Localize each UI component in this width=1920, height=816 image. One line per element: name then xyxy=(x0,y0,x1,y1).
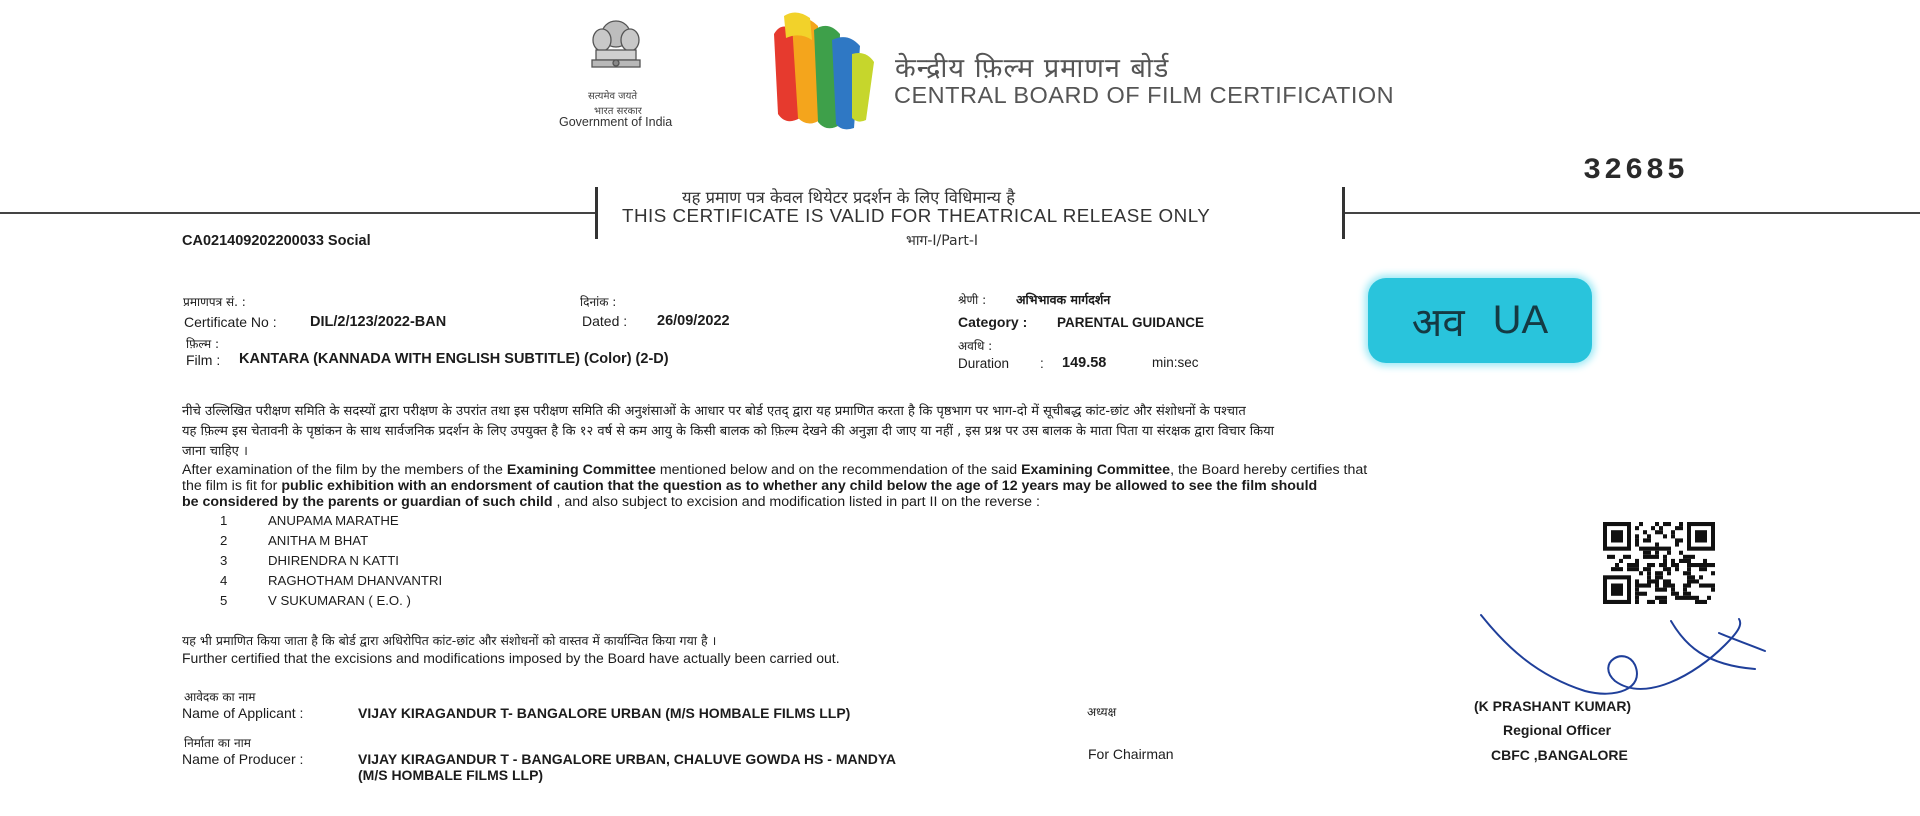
member-name: DHIRENDRA N KATTI xyxy=(268,553,399,568)
producer-name-line1: VIJAY KIRAGANDUR T - BANGALORE URBAN, CHALUVE GOWDA HS - MANDYA xyxy=(358,751,896,767)
en-text: the film is fit for xyxy=(182,478,282,494)
date-label: Dated : xyxy=(582,313,628,329)
signatory-title: Regional Officer xyxy=(1503,722,1612,738)
category-label-hindi: श्रेणी : xyxy=(958,293,987,307)
qr-code xyxy=(1603,522,1715,609)
film-title: KANTARA (KANNADA WITH ENGLISH SUBTITLE) (Color) (2-D) xyxy=(239,351,669,367)
date-label-hindi: दिनांक : xyxy=(580,295,617,309)
category-value: PARENTAL GUIDANCE xyxy=(1057,315,1205,330)
cert-number: DIL/2/123/2022-BAN xyxy=(310,314,447,330)
duration-colon: : xyxy=(1040,356,1044,371)
hindi-paragraph xyxy=(182,402,1690,462)
applicant-name: VIJAY KIRAGANDUR T- BANGALORE URBAN (M/S HOMBALE FILMS LLP) xyxy=(358,705,851,721)
member-name: ANUPAMA MARATHE xyxy=(268,513,399,528)
producer-name-line2: (M/S HOMBALE FILMS LLP) xyxy=(358,767,544,783)
bracket-left xyxy=(595,187,598,239)
hindi-line-2: यह फ़िल्म इस चेतावनी के पृष्ठांकन के साथ सार्वजनिक प्रदर्शन के लिए उपयुक्त है कि १२ वर्ष से कम आयु के किसी बालक को फ़िल्म देखने की अनुज्ञा दी जाए या नहीं , इस प्रश्न पर उस बालक के माता पिता या संरक्षक द्वारा विचार किया xyxy=(182,424,1275,439)
member-number: 2 xyxy=(220,533,228,548)
divider-left xyxy=(0,212,595,214)
cert-number-label-hindi: प्रमाणपत्र सं. : xyxy=(183,295,246,309)
signatory-office: CBFC ,BANGALORE xyxy=(1491,747,1628,763)
duration-value: 149.58 xyxy=(1062,355,1107,371)
chair-english: For Chairman xyxy=(1088,746,1174,762)
chair-hindi: अध्यक्ष xyxy=(1087,705,1117,719)
cbfc-logo xyxy=(770,10,878,135)
member-name: RAGHOTHAM DHANVANTRI xyxy=(268,573,443,588)
lion-capital-icon xyxy=(580,12,652,88)
english-paragraph xyxy=(182,462,1690,510)
emblem-motto: सत्यमेव जयते xyxy=(588,91,638,102)
en-text: After examination of the film by the members of the xyxy=(182,462,507,478)
list-item xyxy=(220,593,442,613)
applicant-label: Name of Applicant : xyxy=(182,705,304,721)
en-text: mentioned below and on the recommendation of the said xyxy=(655,462,1022,478)
category-label: Category : xyxy=(958,314,1028,330)
category-value-hindi: अभिभावक मार्गदर्शन xyxy=(1016,292,1111,307)
validity-english: THIS CERTIFICATE IS VALID FOR THEATRICAL RELEASE ONLY xyxy=(622,205,1211,226)
member-name: V SUKUMARAN ( E.O. ) xyxy=(268,593,411,608)
signatory-name: (K PRASHANT KUMAR) xyxy=(1474,698,1632,714)
board-title-hindi: केन्द्रीय फ़िल्म प्रमाणन बोर्ड xyxy=(895,53,1170,84)
gov-english: Government of India xyxy=(559,115,673,129)
rating-badge xyxy=(1368,278,1592,363)
rating-english: UA xyxy=(1492,298,1549,342)
bracket-right xyxy=(1342,187,1345,239)
producer-label-hindi: निर्माता का नाम xyxy=(184,736,251,750)
list-item xyxy=(220,573,442,593)
member-name: ANITHA M BHAT xyxy=(268,533,369,548)
member-number: 4 xyxy=(220,573,228,588)
serial-number: 32685 xyxy=(1583,154,1689,188)
en-bold: be considered by the parents or guardian of such child xyxy=(182,494,553,510)
qr-code-icon xyxy=(1603,522,1715,604)
en-bold: Examining Committee xyxy=(1021,462,1171,478)
part-label: भाग-I/Part-I xyxy=(906,233,979,249)
cert-date: 26/09/2022 xyxy=(657,313,730,329)
cert-number-label: Certificate No : xyxy=(184,314,277,330)
duration-label-hindi: अवधि : xyxy=(958,339,993,353)
signature xyxy=(1475,605,1771,710)
reference-code: CA021409202200033 Social xyxy=(182,233,371,249)
member-number: 5 xyxy=(220,593,228,608)
validity-hindi: यह प्रमाण पत्र केवल थियेटर प्रदर्शन के लिए विधिमान्य है xyxy=(682,188,1015,207)
further-hindi: यह भी प्रमाणित किया जाता है कि बोर्ड द्वारा अधिरोपित कांट-छांट और संशोधनों को वास्तव में कार्यान्वित किया गया है । xyxy=(182,633,717,648)
duration-unit: min:sec xyxy=(1152,355,1199,370)
member-number: 3 xyxy=(220,553,228,568)
list-item xyxy=(220,513,442,533)
gov-hindi: भारत सरकार xyxy=(594,106,642,117)
en-bold: public exhibition with an endorsment of caution that the question as to whether any child below the age of 12 years may be allowed to see the film should xyxy=(281,478,1318,494)
further-english: Further certified that the excisions and modifications imposed by the Board have actually been carried out. xyxy=(182,650,840,666)
cbfc-logo-icon xyxy=(770,10,878,130)
film-label-hindi: फ़िल्म : xyxy=(186,337,220,351)
hindi-line-3: जाना चाहिए । xyxy=(182,444,248,459)
en-text: , the Board hereby certifies that xyxy=(1170,462,1368,478)
government-emblem xyxy=(580,12,652,93)
duration-label: Duration xyxy=(958,356,1010,371)
film-label: Film : xyxy=(186,352,221,368)
en-bold: Examining Committee xyxy=(506,462,656,478)
rating-hindi: अव xyxy=(1411,300,1465,346)
producer-label: Name of Producer : xyxy=(182,751,304,767)
list-item xyxy=(220,533,442,553)
applicant-label-hindi: आवेदक का नाम xyxy=(184,690,256,704)
signature-icon xyxy=(1475,605,1771,705)
en-text: , and also subject to excision and modification listed in part II on the reverse : xyxy=(552,494,1040,510)
divider-right xyxy=(1343,212,1920,214)
member-number: 1 xyxy=(220,513,228,528)
board-title-english: CENTRAL BOARD OF FILM CERTIFICATION xyxy=(894,82,1395,108)
list-item xyxy=(220,553,442,573)
hindi-line-1: नीचे उल्लिखित परीक्षण समिति के सदस्यों द्वारा परीक्षण के उपरांत तथा इस परीक्षण समिति की अनुशंसाओं के आधार पर बोर्ड एतद् द्वारा यह प्रमाणित करता है कि पृष्ठभाग पर भाग-दो में सूचीबद्ध कांट-छांट और संशोधनों के पश्चात xyxy=(182,404,1246,419)
committee-list xyxy=(220,513,442,613)
